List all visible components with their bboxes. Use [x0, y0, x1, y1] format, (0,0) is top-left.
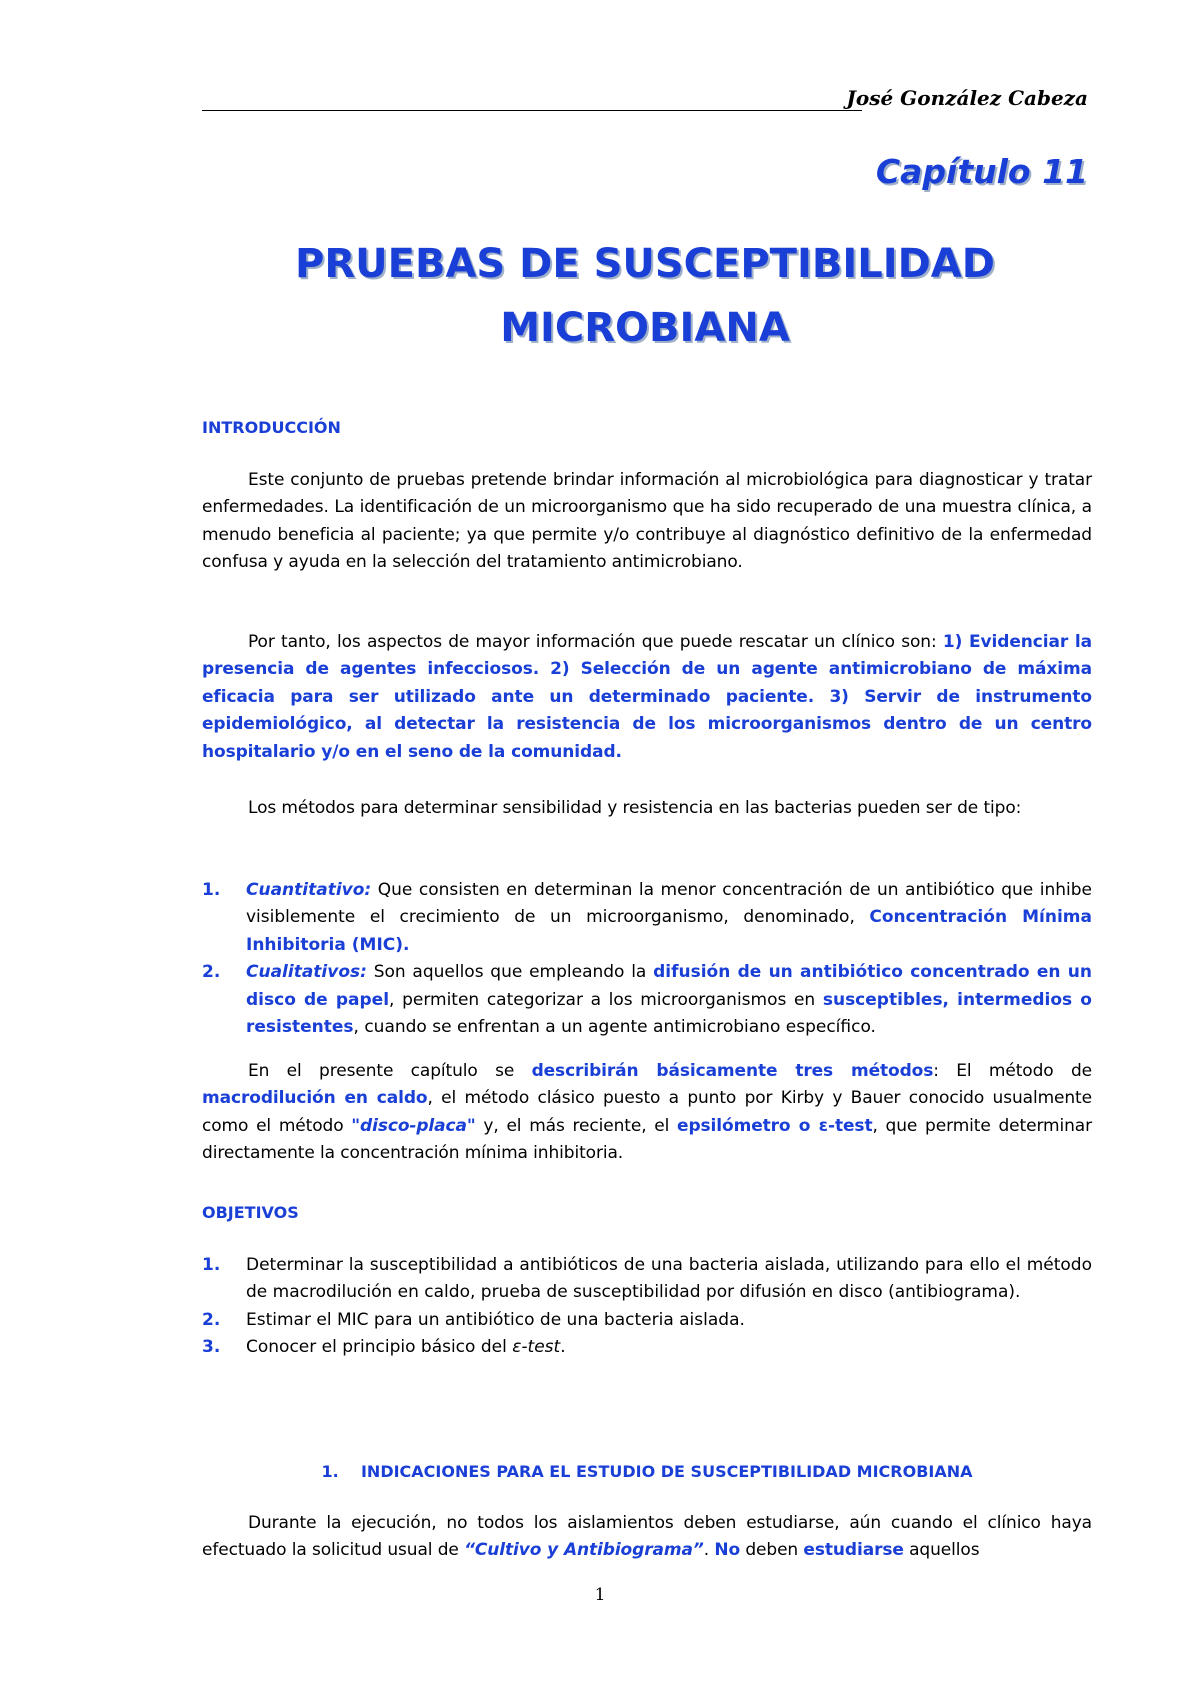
paragraph-highlight: estudiarse: [803, 1540, 904, 1561]
title-line-1: PRUEBAS DE SUSCEPTIBILIDAD: [295, 241, 995, 287]
list-item: [202, 877, 1092, 959]
intro-paragraph-1: Este conjunto de pruebas pretende brindar información al microbiológica para diagnosticar y tratar enfermedades. La identificación de un microorganismo que ha sido recuperado de una muestra clínica, a menudo beneficia al paciente; ya que permite y/o contribuye al diagnóstico definitivo de la enfermedad confusa y ayuda en la selección del tratamiento antimicrobiano.: [202, 470, 1092, 573]
objectives-list: [202, 1252, 1092, 1362]
list-item-italic: ε-test: [512, 1337, 561, 1358]
section-1-paragraph: [202, 1510, 1092, 1565]
list-item-number: 2.: [202, 962, 221, 983]
list-item-text: , permiten categorizar a los microorganismos en: [389, 989, 823, 1010]
intro-p2-text: Por tanto, los aspectos de mayor información que puede rescatar un clínico son:: [248, 632, 943, 652]
objectives-heading: OBJETIVOS: [202, 1203, 299, 1222]
list-item-number: 3.: [202, 1337, 221, 1358]
list-item-highlight: difusión de un antibiótico concentrado en un disco de papel: [246, 962, 1092, 1010]
list-item-highlight: Concentración Mínima Inhibitoria (MIC).: [246, 907, 1092, 955]
paragraph-text: : El método de: [933, 1061, 1092, 1081]
paragraph-text: , que permite determinar directamente la concentración mínima inhibitoria.: [202, 1115, 1092, 1164]
paragraph-highlight: “Cultivo y Antibiograma”: [464, 1540, 704, 1561]
list-item-label: Cualitativos:: [246, 962, 367, 983]
chapter-label: Capítulo 11: [875, 152, 1088, 191]
list-item-text: Son aquellos que empleando la: [366, 962, 654, 983]
list-item-text: Conocer el principio básico del: [246, 1337, 513, 1358]
intro-heading: INTRODUCCIÓN: [202, 418, 341, 437]
list-item-label: Cuantitativo:: [246, 880, 372, 900]
intro-paragraph-4: [202, 1058, 1092, 1168]
paragraph-text: , el método clásico puesto a punto por Kirby y Bauer conocido usualmente como el método: [202, 1088, 1092, 1136]
list-item-text: Determinar la susceptibilidad a antibióticos de una bacteria aislada, utilizando para ello el método de macrodilución en caldo, prueba de susceptibilidad por difusión en disco (antibiograma).: [246, 1255, 1092, 1303]
list-item-text: Estimar el MIC para un antibiótico de una bacteria aislada.: [246, 1309, 745, 1330]
list-item: [202, 959, 1092, 1041]
section-1-heading: 1. INDICACIONES PARA EL ESTUDIO DE SUSCEPTIBILIDAD MICROBIANA: [321, 1462, 973, 1481]
paragraph-highlight: epsilómetro o ε-test: [677, 1115, 873, 1136]
paragraph-text: Durante la ejecución, no todos los aislamientos deben estudiarse, aún cuando el clínico haya efectuado la solicitud usual de: [202, 1513, 1092, 1561]
page-title: [200, 232, 1090, 360]
list-item-highlight: susceptibles, intermedios o resistentes: [246, 989, 1092, 1038]
intro-paragraph-3: Los métodos para determinar sensibilidad y resistencia en las bacterias pueden ser de tipo:: [248, 798, 1022, 818]
paragraph-highlight: "disco-placa": [351, 1115, 476, 1136]
paragraph-highlight: describirán básicamente tres métodos: [531, 1061, 934, 1081]
list-item-text: , cuando se enfrentan a un agente antimicrobiano específico.: [353, 1017, 876, 1038]
paragraph-highlight: macrodilución en caldo: [202, 1088, 428, 1109]
paragraph-highlight: No: [714, 1540, 741, 1561]
list-item: [202, 1307, 1092, 1334]
paragraph-text: deben: [740, 1540, 804, 1561]
intro-p2-highlight: 1) Evidenciar la presencia de agentes infecciosos. 2) Selección de un agente antimicrobiano de máxima eficacia para ser utilizado ante un determinado paciente. 3) Servir de instrumento epidemiológico, al detectar la resistencia de los microorganismos dentro de un centro hospitalario y/o en el seno de la comunidad.: [202, 632, 1092, 762]
list-item: [202, 1252, 1092, 1307]
list-item-text: Que consisten en determinan la menor concentración de un antibiótico que inhibe visiblemente el crecimiento de un microorganismo, denominado,: [246, 880, 1092, 928]
list-item-number: 1.: [202, 880, 221, 900]
paragraph-text: .: [703, 1540, 715, 1561]
header-author: José González Cabeza: [846, 86, 1088, 110]
list-item-number: 2.: [202, 1309, 221, 1330]
list-item-text: .: [560, 1337, 566, 1358]
intro-paragraph-2: [202, 629, 1092, 766]
title-line-2: MICROBIANA: [500, 305, 790, 351]
paragraph-text: aquellos: [903, 1540, 980, 1561]
types-list: [202, 877, 1092, 1041]
list-item: [202, 1334, 1092, 1361]
header-rule: [202, 110, 862, 111]
page-number: 1: [594, 1585, 606, 1605]
paragraph-text: En el presente capítulo se: [248, 1061, 532, 1081]
paragraph-text: y, el más reciente, el: [475, 1115, 678, 1136]
list-item-number: 1.: [202, 1255, 221, 1275]
